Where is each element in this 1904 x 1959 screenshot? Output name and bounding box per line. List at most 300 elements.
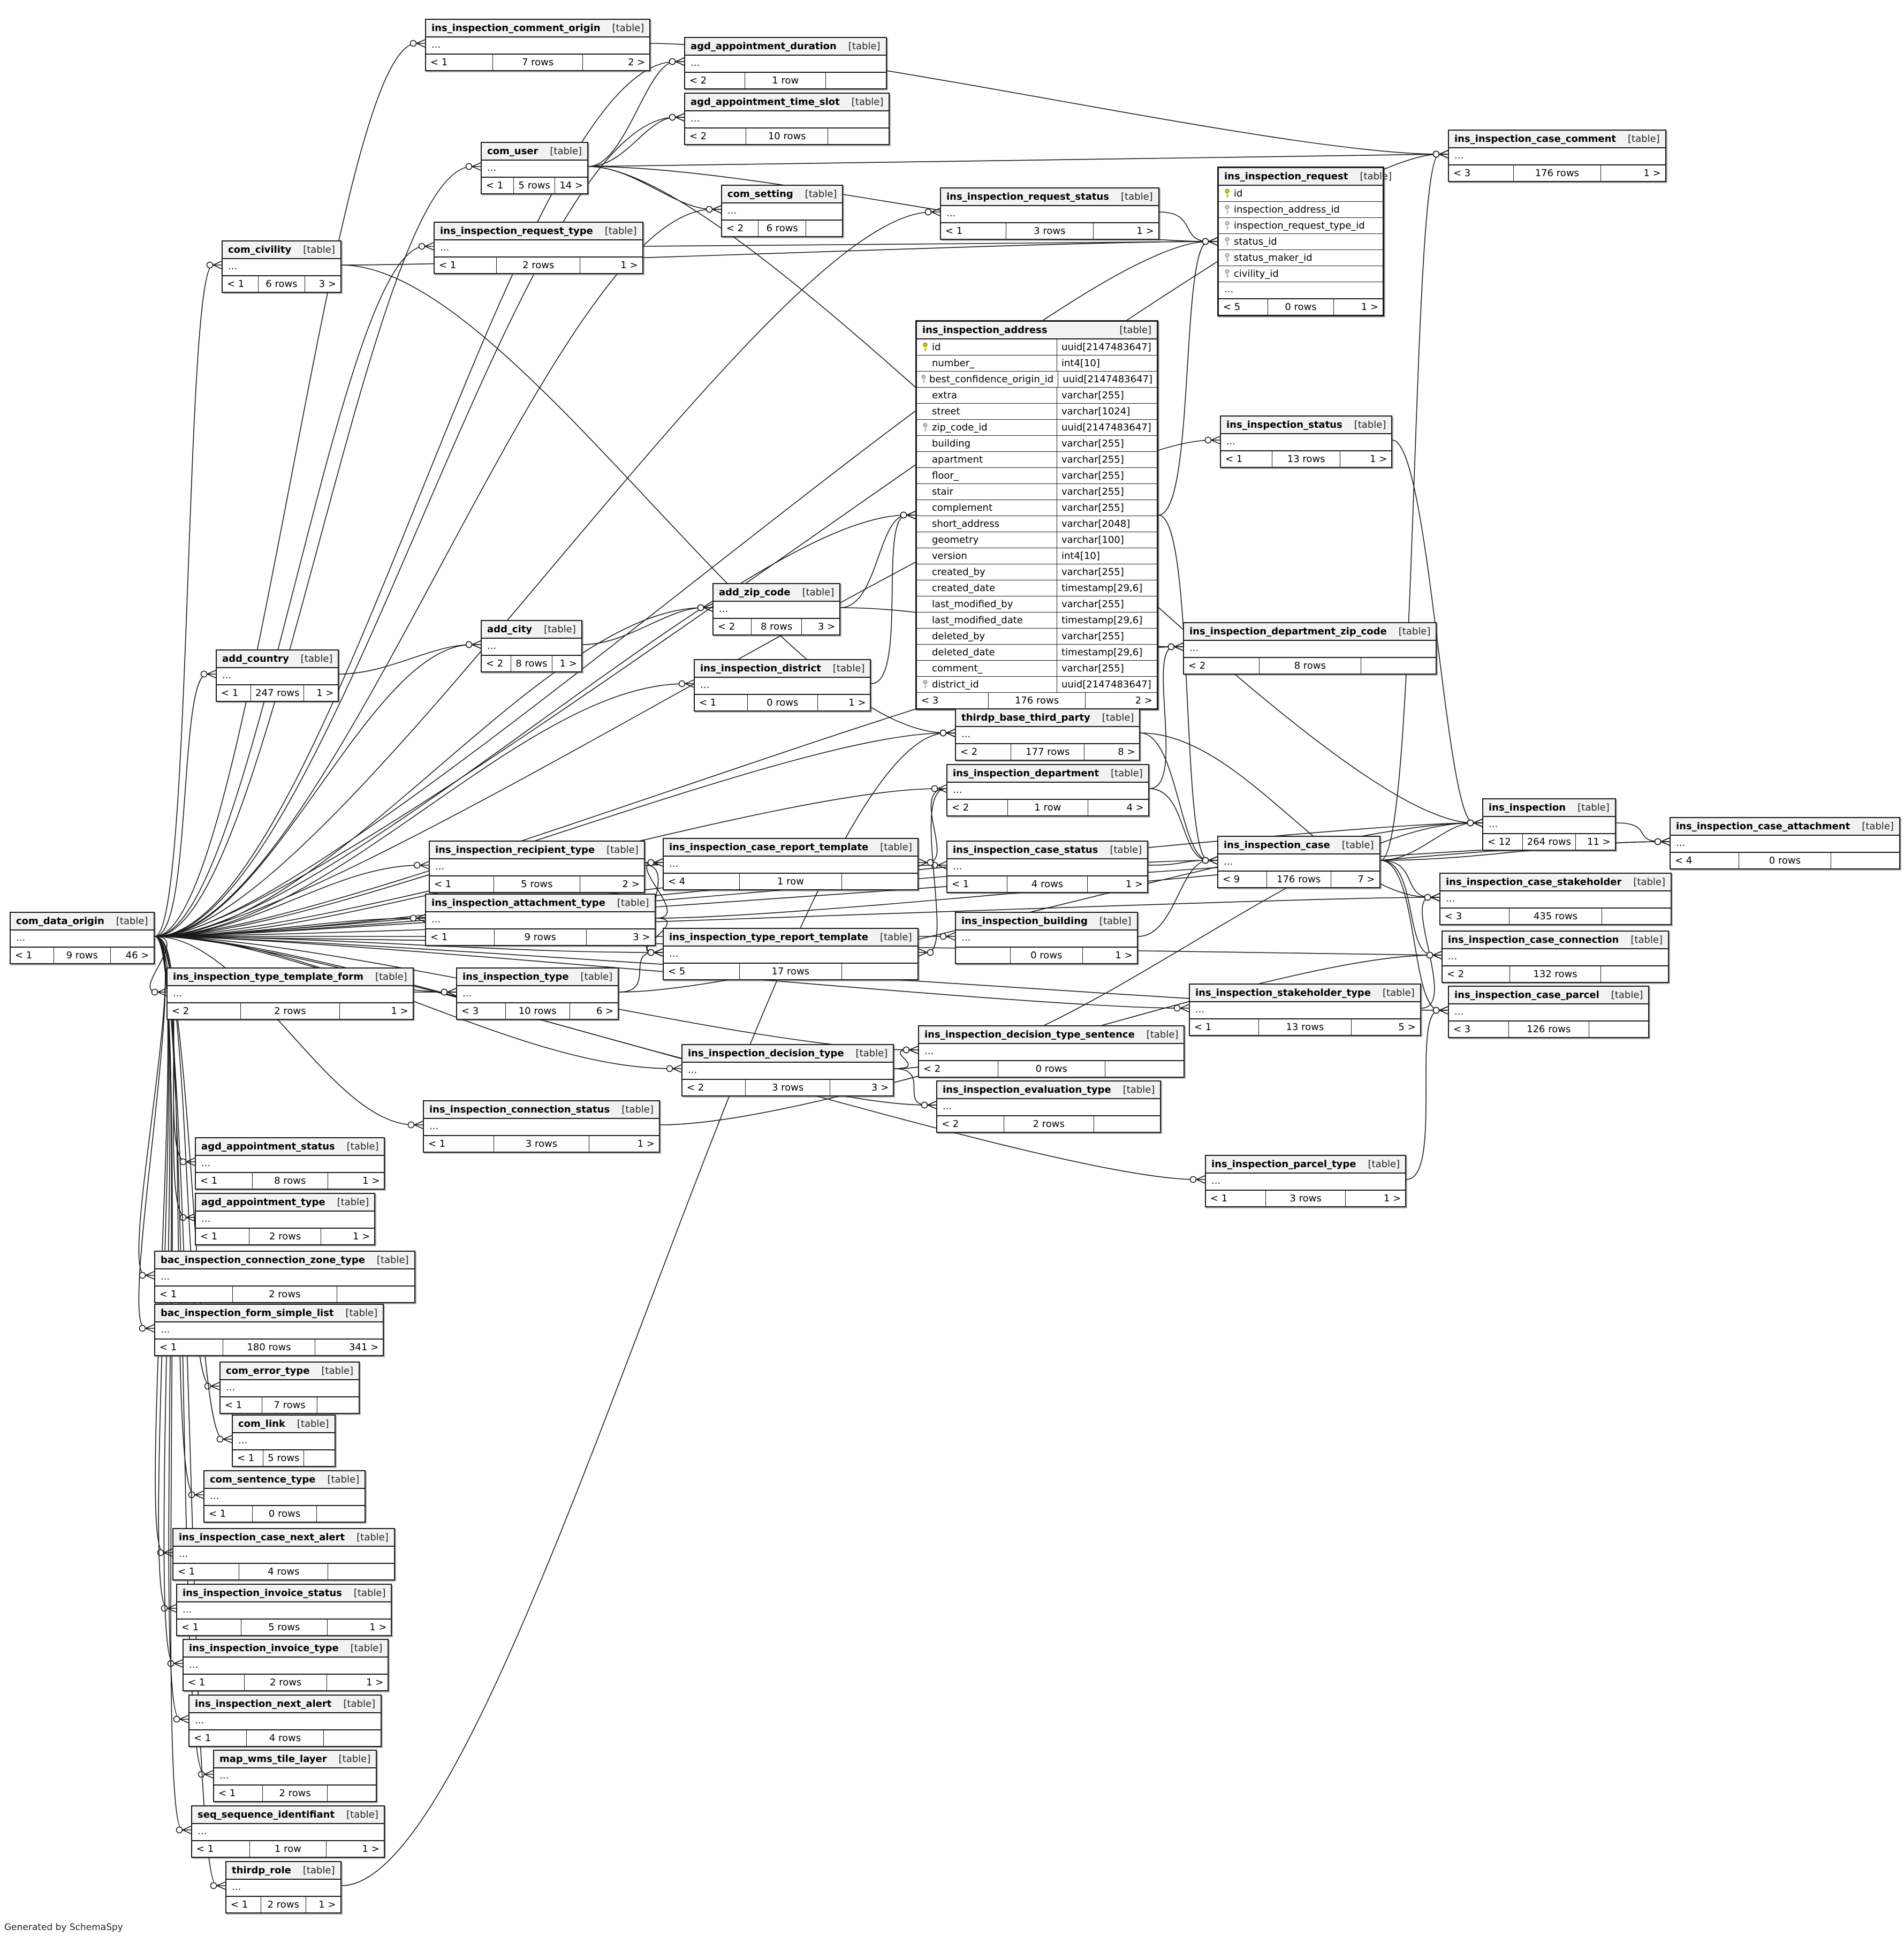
table-ins_inspection_type_template_form[interactable] — [166, 967, 414, 1020]
table-footer — [1449, 165, 1665, 181]
relationship-edge — [139, 936, 165, 1279]
table-body — [682, 1063, 893, 1080]
column-row — [1219, 266, 1383, 282]
column-row — [917, 372, 1157, 388]
columns-ellipsis: ... — [482, 161, 587, 178]
table-agd_appointment_duration[interactable] — [684, 37, 887, 89]
columns-ellipsis: ... — [204, 1489, 365, 1506]
table-ins_inspection_case_status[interactable] — [946, 841, 1148, 893]
children-count: 1 > — [817, 695, 870, 710]
table-ins_inspection[interactable] — [1482, 798, 1616, 851]
parents-count: < 1 — [223, 276, 259, 292]
table-body — [11, 931, 154, 948]
table-name: ins_inspection_request_type — [440, 225, 593, 237]
parents-count: < 3 — [917, 693, 989, 708]
table-footer — [941, 223, 1158, 239]
parents-count: < 4 — [664, 874, 740, 889]
table-badge: [table] — [303, 244, 335, 255]
parents-count: < 1 — [1221, 451, 1272, 467]
table-header — [1184, 623, 1436, 641]
columns-ellipsis: ... — [155, 1322, 383, 1340]
column-row — [917, 388, 1157, 404]
table-header — [11, 913, 154, 931]
table-badge: [table] — [353, 1587, 386, 1599]
table-ins_inspection_request[interactable] — [1217, 167, 1392, 316]
table-badge: [table] — [805, 188, 837, 200]
columns-ellipsis: ... — [177, 1602, 391, 1620]
table-name: ins_inspection_comment_origin — [431, 22, 601, 34]
table-header — [664, 929, 917, 947]
table-header — [695, 660, 870, 678]
table-name: ins_inspection_next_alert — [195, 1698, 332, 1710]
table-ins_inspection_case_attachment[interactable] — [1670, 817, 1900, 869]
table-name: agd_appointment_status — [201, 1141, 335, 1152]
column-row — [917, 339, 1157, 356]
foreign-key-icon — [1224, 221, 1231, 231]
parents-count: < 3 — [1440, 909, 1509, 924]
table-footer — [204, 1506, 365, 1522]
relationship-edge — [155, 206, 721, 936]
table-header — [192, 1806, 384, 1824]
columns-ellipsis: ... — [937, 1099, 1160, 1116]
table-footer — [430, 876, 644, 892]
row-count: 3 rows — [525, 1138, 558, 1149]
table-header — [956, 709, 1139, 727]
column-type: int4[10] — [1057, 356, 1157, 371]
table-footer — [196, 1229, 374, 1244]
children-count: 1 > — [1082, 948, 1137, 963]
column-row — [1219, 186, 1383, 202]
table-ins_inspection_attachment_type[interactable] — [425, 894, 656, 946]
table-body — [1449, 1004, 1648, 1022]
table-ins_inspection_case_comment[interactable] — [1448, 130, 1666, 182]
table-header — [1449, 987, 1648, 1004]
column-type: varchar[255] — [1057, 484, 1157, 500]
row-count: 13 rows — [1286, 1022, 1324, 1033]
table-name: ins_inspection_case — [1224, 839, 1330, 851]
table-header — [664, 839, 917, 857]
table-footer — [1206, 1191, 1405, 1206]
relationship-edge — [155, 243, 434, 936]
table-com_error_type[interactable] — [219, 1362, 360, 1414]
column-name: geometry — [932, 534, 979, 546]
table-agd_appointment_type[interactable] — [195, 1193, 375, 1245]
children-count: 8 > — [1084, 744, 1139, 760]
row-count: 9 rows — [66, 950, 98, 961]
parents-count: < 9 — [1218, 872, 1267, 887]
children-count: 1 > — [1087, 876, 1147, 892]
table-badge: [table] — [300, 653, 333, 664]
table-ins_inspection_type[interactable] — [456, 967, 619, 1020]
table-footer — [233, 1450, 335, 1466]
table-footer — [426, 929, 655, 945]
table-ins_inspection_department[interactable] — [946, 764, 1149, 816]
table-ins_inspection_address[interactable] — [915, 320, 1158, 710]
table-ins_inspection_case_next_alert[interactable] — [172, 1528, 395, 1580]
foreign-key-icon — [1224, 237, 1231, 247]
key-icon-slot — [1219, 188, 1232, 199]
row-count: 177 rows — [1026, 746, 1070, 758]
row-count: 2 rows — [522, 260, 555, 271]
parents-count: < 1 — [184, 1675, 245, 1690]
columns-ellipsis: ... — [956, 931, 1137, 948]
table-footer — [1483, 834, 1615, 850]
parents-count: < 1 — [204, 1506, 253, 1522]
table-body — [956, 931, 1137, 948]
parents-count: < 1 — [426, 55, 493, 70]
table-body — [217, 668, 338, 685]
row-count: 3 rows — [1289, 1193, 1322, 1204]
table-name: com_sentence_type — [210, 1474, 316, 1485]
row-count: 10 rows — [518, 1005, 557, 1017]
table-badge: [table] — [851, 96, 884, 108]
row-count: 176 rows — [1535, 168, 1579, 179]
table-badge: [table] — [356, 1532, 389, 1543]
children-count: 341 > — [315, 1340, 383, 1355]
parents-count: < 2 — [919, 1061, 998, 1077]
table-com_data_origin[interactable] — [10, 912, 155, 964]
table-com_civility[interactable] — [222, 240, 342, 293]
table-body — [1671, 836, 1899, 853]
column-row — [917, 612, 1157, 629]
column-name: civility_id — [1234, 268, 1279, 279]
table-ins_inspection_evaluation_type[interactable] — [936, 1080, 1161, 1133]
table-header — [1206, 1156, 1405, 1174]
columns-ellipsis: ... — [956, 727, 1139, 744]
table-body — [956, 727, 1139, 744]
key-icon-slot — [917, 374, 927, 384]
parents-count: < 2 — [482, 656, 511, 671]
children-count: 3 > — [305, 276, 340, 292]
table-ins_inspection_recipient_type[interactable] — [429, 841, 645, 893]
row-count: 7 rows — [274, 1400, 306, 1411]
column-row — [917, 645, 1157, 661]
relationship-edge — [1158, 515, 1217, 864]
table-ins_inspection_case_report_template[interactable] — [663, 838, 919, 890]
table-ins_inspection_case_parcel[interactable] — [1448, 986, 1649, 1038]
table-header — [917, 322, 1157, 339]
row-count: 435 rows — [1533, 911, 1578, 922]
table-header — [1219, 168, 1392, 186]
table-ins_inspection_district[interactable] — [694, 659, 871, 712]
table-badge: [table] — [1122, 1084, 1155, 1095]
table-ins_inspection_building[interactable] — [955, 912, 1138, 964]
children-count: 4 > — [1088, 800, 1148, 815]
column-type: timestamp[29,6] — [1057, 645, 1157, 660]
column-name: last_modified_by — [932, 599, 1013, 610]
table-header — [217, 651, 338, 668]
table-name: map_wms_tile_layer — [219, 1753, 327, 1765]
column-name: short_address — [932, 518, 999, 530]
table-header — [196, 1194, 374, 1212]
table-name: ins_inspection_type_report_template — [669, 932, 868, 943]
children-count — [1600, 966, 1668, 982]
column-row — [917, 436, 1157, 452]
column-type: varchar[255] — [1057, 452, 1157, 467]
table-seq_sequence_identifiant[interactable] — [191, 1805, 385, 1858]
children-count — [841, 964, 917, 979]
row-count: 8 rows — [515, 658, 548, 669]
table-ins_inspection_case[interactable] — [1217, 836, 1380, 888]
table-footer — [226, 1897, 340, 1912]
table-name: ins_inspection_recipient_type — [435, 844, 595, 856]
table-bac_inspection_connection_zone_type[interactable] — [154, 1251, 415, 1303]
children-count: 5 > — [1351, 1019, 1420, 1035]
children-count: 1 > — [306, 1897, 340, 1912]
parents-count: < 3 — [1449, 165, 1514, 181]
table-name: ins_inspection_district — [700, 663, 821, 674]
columns-ellipsis: ... — [221, 1380, 359, 1397]
table-badge: [table] — [1611, 989, 1643, 1001]
table-body — [1206, 1174, 1405, 1191]
children-count — [323, 1730, 381, 1746]
table-body — [426, 37, 649, 55]
table-badge: [table] — [343, 1698, 375, 1710]
table-badge: [table] — [1383, 987, 1415, 999]
children-count: 1 > — [1340, 451, 1391, 467]
table-body — [482, 161, 587, 178]
table-com_setting[interactable] — [721, 185, 843, 237]
columns-ellipsis: ... — [1219, 282, 1383, 299]
table-com_user[interactable] — [481, 142, 588, 194]
table-header — [155, 1305, 383, 1322]
columns-ellipsis: ... — [1449, 148, 1665, 165]
columns-ellipsis: ... — [155, 1269, 414, 1287]
row-count: 1 row — [777, 876, 804, 887]
table-badge: [table] — [327, 1474, 360, 1485]
children-count: 6 > — [570, 1003, 618, 1019]
table-ins_inspection_decision_type_sentence[interactable] — [918, 1025, 1185, 1078]
table-badge: [table] — [116, 916, 148, 927]
children-count: 1 > — [1600, 165, 1665, 181]
table-ins_inspection_request_type[interactable] — [434, 222, 643, 274]
table-footer — [956, 948, 1137, 963]
relationship-edge — [919, 789, 946, 956]
table-name: agd_appointment_duration — [691, 41, 837, 52]
table-name: ins_inspection_connection_status — [429, 1104, 610, 1115]
table-footer — [155, 1287, 414, 1302]
table-ins_inspection_parcel_type[interactable] — [1205, 1155, 1406, 1207]
table-map_wms_tile_layer[interactable] — [213, 1750, 377, 1802]
column-name: inspection_address_id — [1234, 204, 1340, 215]
table-ins_inspection_request_status[interactable] — [940, 187, 1159, 240]
table-body — [941, 206, 1158, 223]
parents-count: < 1 — [1206, 1191, 1266, 1206]
children-count: 1 > — [1345, 1191, 1405, 1206]
column-type: varchar[255] — [1057, 564, 1157, 580]
children-count — [304, 1450, 334, 1466]
parents-count: < 2 — [714, 619, 752, 634]
parents-count: < 1 — [482, 178, 514, 193]
columns-ellipsis: ... — [941, 206, 1158, 223]
table-ins_inspection_case_stakeholder[interactable] — [1439, 873, 1672, 925]
table-footer — [177, 1620, 391, 1635]
table-name: seq_sequence_identifiant — [198, 1809, 335, 1820]
parents-count: < 2 — [682, 1080, 746, 1095]
table-body — [1440, 891, 1671, 909]
parents-count: < 1 — [226, 1897, 261, 1912]
table-badge: [table] — [1341, 839, 1374, 851]
table-body — [685, 111, 889, 128]
column-name: district_id — [932, 679, 979, 690]
table-body — [722, 203, 842, 221]
columns-ellipsis: ... — [919, 1044, 1184, 1061]
table-header — [685, 38, 886, 56]
columns-ellipsis: ... — [11, 931, 154, 948]
table-footer — [1221, 451, 1391, 467]
columns-ellipsis: ... — [1443, 949, 1668, 966]
column-type: uuid[2147483647] — [1057, 339, 1157, 355]
table-ins_inspection_invoice_type[interactable] — [183, 1639, 389, 1691]
column-row — [917, 468, 1157, 484]
row-count: 6 rows — [266, 278, 298, 290]
key-icon-slot — [917, 679, 930, 690]
table-header — [233, 1416, 335, 1433]
table-thirdp_role[interactable] — [225, 1861, 342, 1913]
column-type: timestamp[29,6] — [1057, 612, 1157, 628]
row-count: 2 rows — [269, 1289, 301, 1300]
columns-ellipsis: ... — [173, 1547, 394, 1564]
parents-count: < 1 — [1190, 1019, 1259, 1035]
table-body — [1483, 817, 1615, 834]
table-footer — [424, 1136, 659, 1152]
column-name: status_id — [1234, 236, 1277, 247]
relationship-edge — [1158, 238, 1217, 515]
column-name: inspection_request_type_id — [1234, 220, 1365, 231]
columns-ellipsis: ... — [192, 1824, 384, 1841]
table-header — [155, 1252, 414, 1269]
table-badge: [table] — [1099, 916, 1132, 927]
table-com_sentence_type[interactable] — [203, 1470, 366, 1523]
columns-ellipsis: ... — [1449, 1004, 1648, 1022]
table-add_zip_code[interactable] — [712, 583, 840, 636]
table-name: com_setting — [727, 188, 793, 200]
table-header — [1449, 131, 1665, 148]
table-header — [189, 1696, 381, 1713]
table-body — [226, 1880, 340, 1897]
table-ins_inspection_decision_type[interactable] — [681, 1044, 894, 1096]
parents-count: < 1 — [217, 685, 251, 701]
row-count: 2 rows — [279, 1788, 311, 1799]
parents-count: < 5 — [664, 964, 740, 979]
table-badge: [table] — [338, 1753, 371, 1765]
key-icon-slot — [1219, 253, 1232, 263]
column-row — [917, 677, 1157, 693]
key-icon-slot — [917, 422, 930, 433]
columns-ellipsis: ... — [223, 259, 340, 276]
column-row — [917, 484, 1157, 500]
table-ins_inspection_invoice_status[interactable] — [176, 1584, 392, 1636]
table-body — [1221, 434, 1391, 451]
key-icon-slot — [1219, 269, 1232, 279]
row-count: 8 rows — [760, 621, 793, 632]
table-badge: [table] — [346, 1809, 378, 1820]
table-agd_appointment_time_slot[interactable] — [684, 93, 890, 145]
children-count: 46 > — [110, 948, 154, 963]
table-body — [168, 986, 413, 1003]
children-count: 2 > — [582, 55, 649, 70]
relationship-edge — [582, 604, 712, 645]
foreign-key-icon — [1224, 253, 1231, 263]
table-com_link[interactable] — [232, 1415, 336, 1467]
column-name: apartment — [932, 454, 983, 465]
table-agd_appointment_status[interactable] — [195, 1137, 385, 1190]
children-count — [1589, 1022, 1649, 1037]
column-name: stair — [932, 486, 953, 497]
table-thirdp_base_third_party[interactable] — [955, 708, 1140, 761]
table-ins_inspection_comment_origin[interactable] — [425, 19, 650, 71]
table-header — [956, 913, 1137, 931]
table-footer — [947, 876, 1147, 892]
children-count: 1 > — [326, 1841, 384, 1857]
table-add_city[interactable] — [481, 620, 582, 672]
row-count: 2 rows — [270, 1677, 302, 1688]
table-name: ins_inspection_attachment_type — [431, 897, 605, 909]
relationship-edge — [1149, 789, 1217, 864]
column-row — [1219, 234, 1383, 250]
table-footer — [457, 1003, 618, 1019]
table-header — [919, 1026, 1184, 1044]
table-body — [196, 1212, 374, 1229]
table-ins_inspection_case_connection[interactable] — [1442, 931, 1669, 983]
table-footer — [214, 1786, 376, 1801]
table-badge: [table] — [848, 41, 881, 52]
table-ins_inspection_stakeholder_type[interactable] — [1189, 984, 1421, 1036]
table-body — [1190, 1002, 1420, 1019]
table-ins_inspection_status[interactable] — [1220, 415, 1392, 468]
columns-ellipsis: ... — [685, 111, 889, 128]
table-header — [435, 223, 642, 240]
table-header — [1483, 799, 1615, 817]
columns-ellipsis: ... — [196, 1156, 384, 1173]
table-ins_inspection_department_zip_code[interactable] — [1183, 622, 1437, 675]
table-add_country[interactable] — [216, 649, 339, 702]
table-body — [685, 56, 886, 73]
table-footer — [1190, 1019, 1420, 1035]
table-ins_inspection_next_alert[interactable] — [188, 1695, 382, 1747]
row-count: 1 row — [1034, 802, 1061, 813]
table-ins_inspection_type_report_template[interactable] — [663, 928, 919, 980]
row-count: 3 rows — [1034, 225, 1066, 237]
table-badge: [table] — [1577, 802, 1610, 813]
table-ins_inspection_connection_status[interactable] — [423, 1100, 660, 1153]
table-footer — [155, 1340, 383, 1355]
row-count: 0 rows — [767, 697, 799, 708]
children-count — [806, 221, 842, 236]
parents-count: < 1 — [424, 1136, 494, 1152]
columns-ellipsis: ... — [947, 783, 1148, 800]
primary-key-icon — [1224, 188, 1231, 199]
columns-ellipsis: ... — [664, 857, 917, 874]
column-type: varchar[1024] — [1057, 404, 1157, 419]
column-row — [917, 356, 1157, 372]
column-name: id — [932, 342, 941, 353]
parents-count: < 1 — [11, 948, 54, 963]
key-icon-slot — [1219, 237, 1232, 247]
table-badge: [table] — [1354, 419, 1386, 430]
column-row — [917, 661, 1157, 677]
table-body — [430, 859, 644, 876]
columns-ellipsis: ... — [424, 1119, 659, 1136]
table-footer — [173, 1564, 394, 1579]
column-type: varchar[255] — [1057, 500, 1157, 516]
row-count: 1 row — [274, 1843, 301, 1855]
row-count: 0 rows — [1030, 950, 1063, 961]
table-body — [214, 1768, 376, 1786]
row-count: 132 rows — [1533, 969, 1577, 980]
children-count: 2 > — [580, 876, 644, 892]
table-bac_inspection_form_simple_list[interactable] — [154, 1304, 384, 1356]
